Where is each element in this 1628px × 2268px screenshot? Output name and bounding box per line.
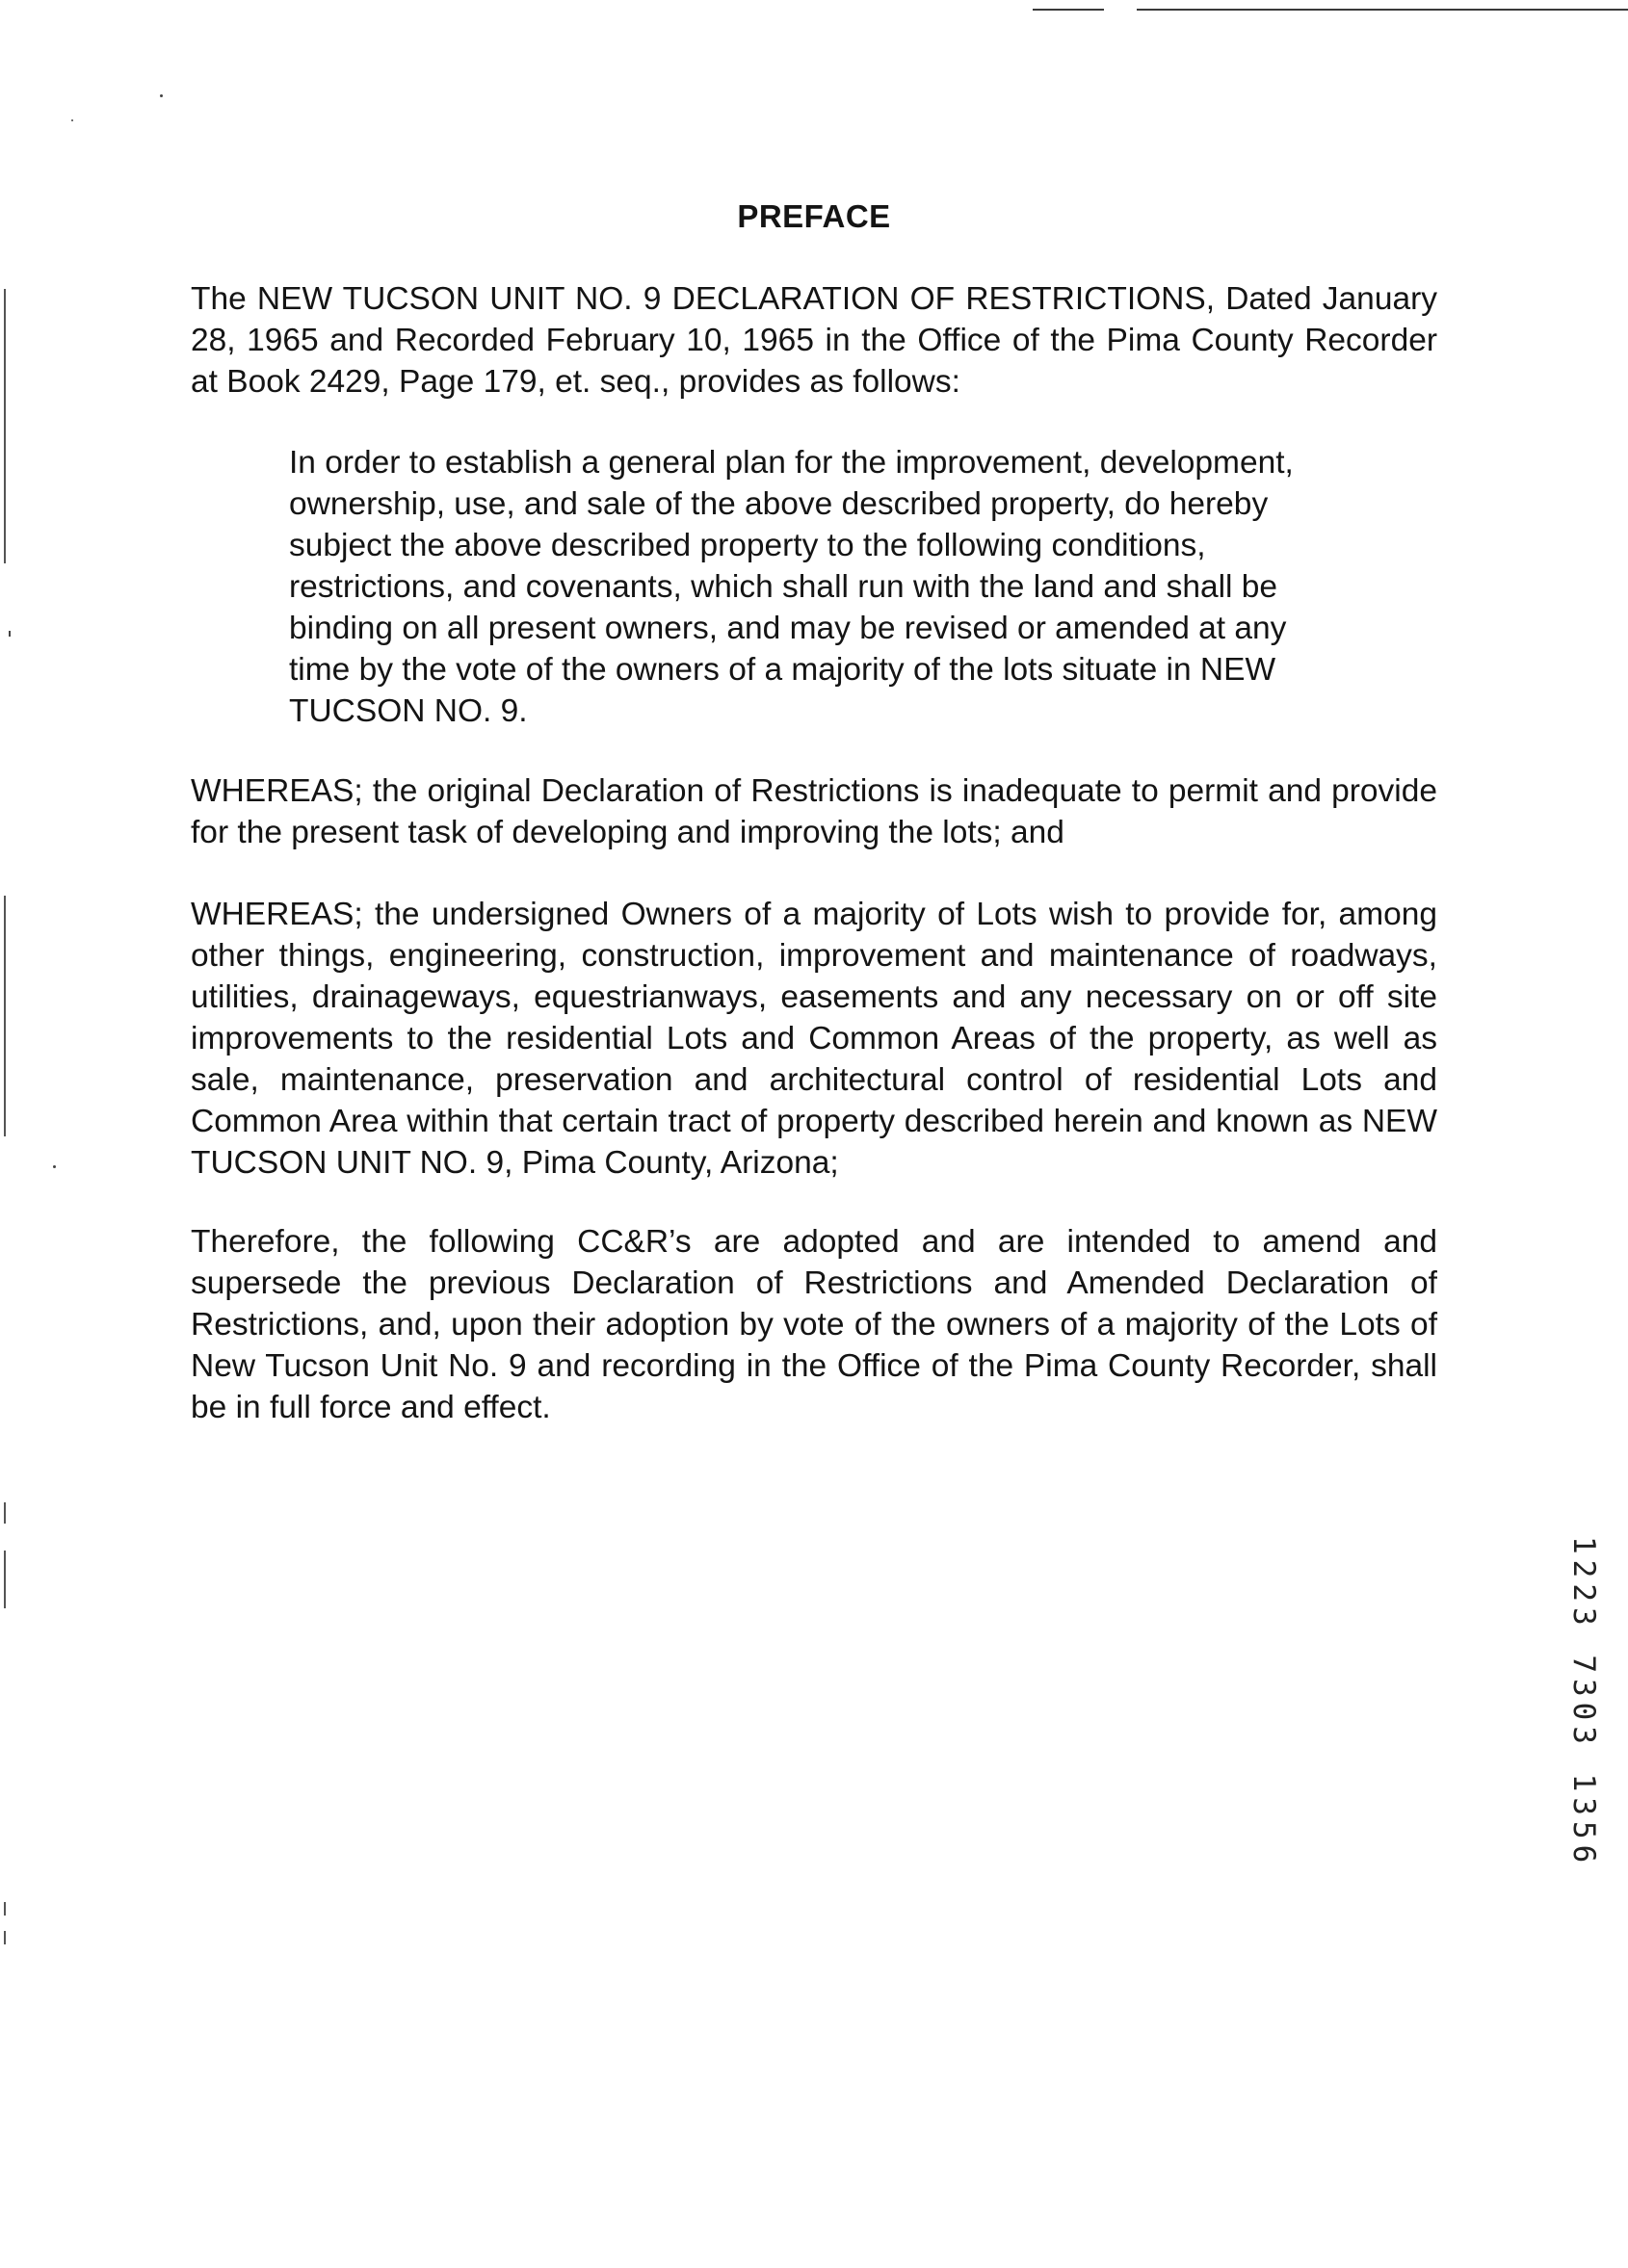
whereas-paragraph-2: WHEREAS; the undersigned Owners of a majority of Lots wish to provide for, among other things, engineering, construction, improvement and maintenance of roadways, utilities, drainageways, equestrianways, easements and any necessary on or off site improvements to the residential Lots and Common Areas of the property, as well as sale, maintenance, preservation and architectural control of residential Lots and Common Area within that certain tract of property described herein and known as NEW TUCSON UNIT NO. 9, Pima County, Arizona; [191, 897, 1437, 1181]
scan-speck [53, 1165, 56, 1168]
margin-scan-mark [4, 896, 6, 1136]
recording-stamp [1568, 1536, 1607, 2268]
margin-scan-mark [4, 1902, 6, 1916]
scan-speck [160, 94, 163, 97]
scan-speck [71, 119, 73, 121]
therefore-paragraph: Therefore, the following CC&R’s are adopted and are intended to amend and supersede the previous Declaration of Restrictions and Amended Declaration of Restrictions, and, upon their adoption by vote of the owners of a majority of the Lots of New Tucson Unit No. 9 and recording in the Office of the Pima County Recorder, shall be in full force and effect. [191, 1224, 1437, 1425]
scan-speck [9, 631, 11, 637]
quoted-restriction-paragraph: In order to establish a general plan for the improvement, development, ownership, use, and sale of the above described property, do hereby subject the above described property to the following conditions, restrictions, and covenants, which shall run with the land and shall be binding on all present owners, and may be revised or amended at any time by the vote of the owners of a majority of the lots situate in NEW TUCSON NO. 9. [289, 445, 1294, 729]
top-scan-rule [1033, 9, 1104, 11]
whereas-paragraph-1: WHEREAS; the original Declaration of Restrictions is inadequate to permit and provide for the present task of developing and improving the lots; and [191, 773, 1437, 850]
recording-stamp-number: 1223 7303 1356 [1566, 1536, 1601, 1869]
intro-paragraph: The NEW TUCSON UNIT NO. 9 DECLARATION OF RESTRICTIONS, Dated January 28, 1965 and Recorded February 10, 1965 in the Office of the Pima County Recorder at Book 2429, Page 179, et. seq., provides as follows: [191, 281, 1437, 400]
margin-scan-mark [4, 1931, 6, 1944]
top-scan-rule [1137, 9, 1628, 11]
margin-scan-mark [4, 1502, 6, 1524]
margin-scan-mark [4, 1551, 6, 1608]
preface-title: PREFACE [737, 198, 891, 234]
margin-scan-mark [4, 289, 6, 563]
